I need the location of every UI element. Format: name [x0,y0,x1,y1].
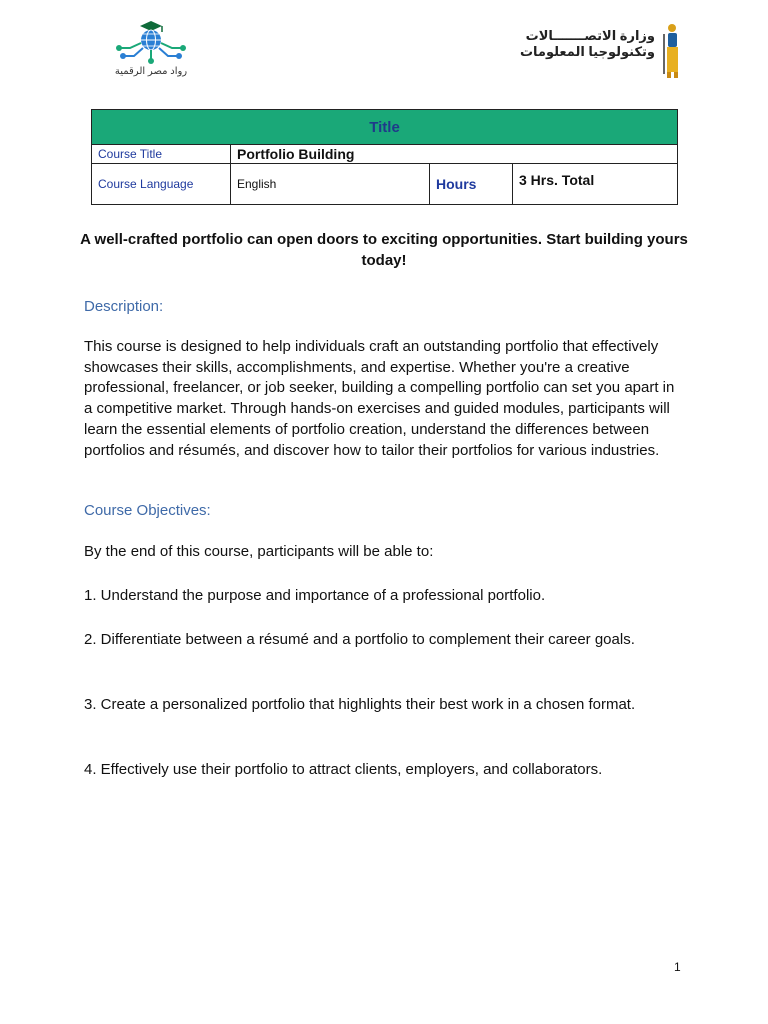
objective-item: 4. Effectively use their portfolio to attract clients, employers, and collaborators. [84,761,603,778]
objectives-heading: Course Objectives: [84,502,211,519]
description-heading: Description: [84,298,164,315]
ministry-logo-line1: وزارة الاتصـــــــالات [525,28,655,43]
globe-graduation-cap-icon [110,18,192,66]
objective-item: 2. Differentiate between a résumé and a portfolio to complement their career goals. [84,631,635,648]
course-title-label: Course Title [92,145,231,164]
hours-label: Hours [430,164,513,205]
course-title-value: Portfolio Building [231,145,678,164]
description-body: This course is designed to help individuals craft an outstanding portfolio that effectively showcases their skills, accomplishments, and expertise. Whether you're a creative professional, freelancer, or job seeker, building a compelling portfolio can set you apart in a competitive market. Through hands-on exercises and guided modules, participants will learn the essential elements of portfolio creation, understand the differences between portfolios and résumés, and discover how to tailor their portfolios for various industries. [84,338,675,459]
course-language-row [92,164,678,205]
left-logo-text: رواد مصر الرقمية [114,66,188,77]
hours-value: 3 Hrs. Total [513,164,678,205]
course-language-label: Course Language [92,164,231,205]
pharaoh-figure-icon [659,22,685,80]
ministry-logo [519,22,685,80]
table-title: Title [92,110,678,145]
page-number: 1 [674,960,681,974]
objective-item: 1. Understand the purpose and importance of a professional portfolio. [84,587,546,604]
objectives-intro: By the end of this course, participants will be able to: [84,543,434,560]
course-language-value: English [231,164,430,205]
tagline: A well-crafted portfolio can open doors to exciting opportunities. Start building yours today! [80,231,688,269]
digital-egypt-pioneers-logo [110,18,192,84]
ministry-logo-text [520,28,655,61]
ministry-logo-line2: وتكنولوجيا المعلومات [519,44,655,60]
table-title-row [92,110,678,145]
course-title-row [92,145,678,164]
course-info-table [91,109,678,205]
objective-item: 3. Create a personalized portfolio that highlights their best work in a chosen format. [84,696,636,713]
